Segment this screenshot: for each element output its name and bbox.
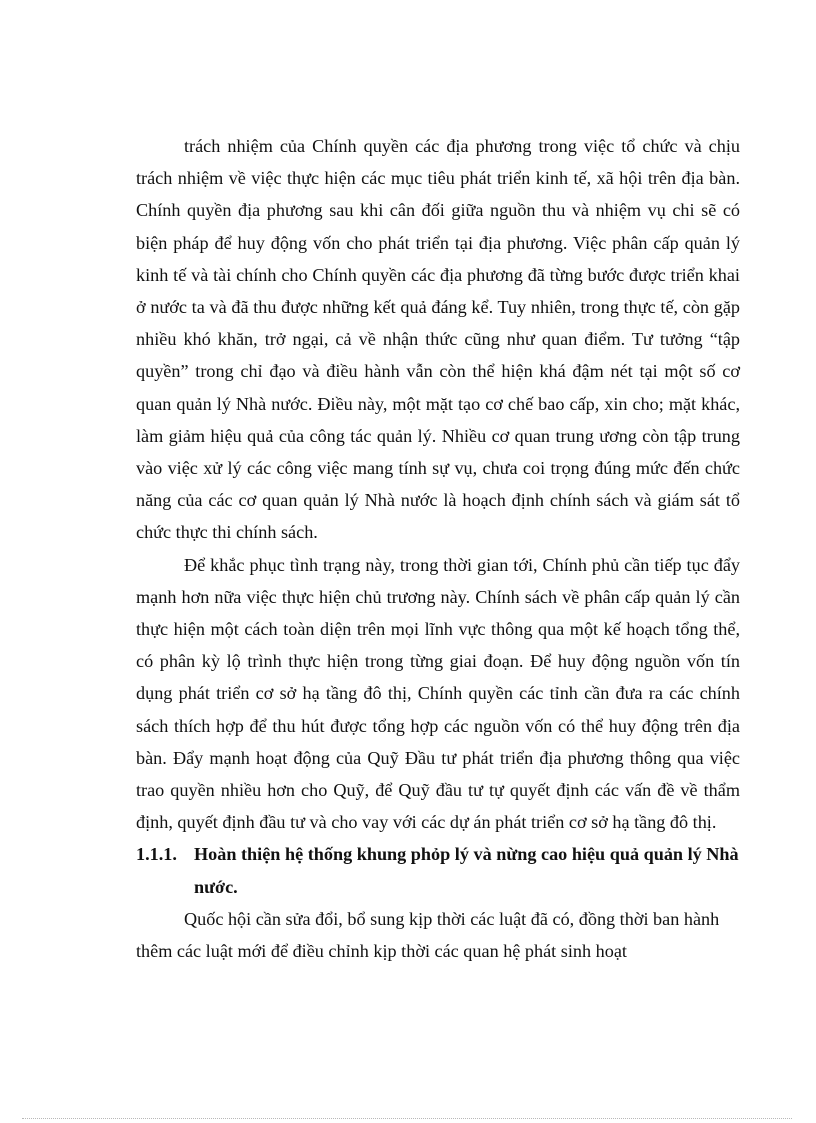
section-title: Hoàn thiện hệ thống khung phỏp lý và nừng cao hiệu quả quản lý Nhà nước. [194, 844, 739, 897]
paragraph-1: trách nhiệm của Chính quyền các địa phương trong việc tổ chức và chịu trách nhiệm về việc thực hiện các mục tiêu phát triển kinh tế, xã hội trên địa bàn. Chính quyền địa phương sau khi cân đối giữa nguồn thu và nhiệm vụ chi sẽ có biện pháp để huy động vốn cho phát triển tại địa phương. Việc phân cấp quản lý kinh tế và tài chính cho Chính quyền các địa phương đã từng bước được triển khai ở nước ta và đã thu được những kết quả đáng kể. Tuy nhiên, trong thực tế, còn gặp nhiều khó khăn, trở ngại, cả về nhận thức cũng như quan điểm. Tư tưởng “tập quyền” trong chỉ đạo và điều hành vẫn còn thể hiện khá đậm nét tại một số cơ quan quản lý Nhà nước. Điều này, một mặt tạo cơ chế bao cấp, xin cho; mặt khác, làm giảm hiệu quả của công tác quản lý. Nhiều cơ quan trung ương còn tập trung vào việc xử lý các công việc mang tính sự vụ, chưa coi trọng đúng mức đến chức năng của các cơ quan quản lý Nhà nước là hoạch định chính sách và giám sát tổ chức thực thi chính sách. [136, 136, 740, 543]
document-body [136, 130, 740, 967]
section-number: 1.1.1. [136, 844, 177, 865]
paragraph-2: Để khắc phục tình trạng này, trong thời gian tới, Chính phủ cần tiếp tục đẩy mạnh hơn nữa việc thực hiện chủ trương này. Chính sách về phân cấp quản lý cần thực hiện một cách toàn diện trên mọi lĩnh vực thông qua một kế hoạch tổng thể, có phân kỳ lộ trình thực hiện trong từng giai đoạn. Để huy động nguồn vốn tín dụng phát triển cơ sở hạ tầng đô thị, Chính quyền các tỉnh cần đưa ra các chính sách thích hợp để thu hút được tổng hợp các nguồn vốn có thể huy động trên địa bàn. Đẩy mạnh hoạt động của Quỹ Đầu tư phát triển địa phương thông qua việc trao quyền nhiều hơn cho Quỹ, để Quỹ đầu tư tự quyết định các vấn đề về thẩm định, quyết định đầu tư và cho vay với các dự án phát triển cơ sở hạ tầng đô thị. [136, 554, 740, 833]
section-heading [136, 838, 740, 902]
footer-divider [22, 1118, 792, 1119]
paragraph-3: Quốc hội cần sửa đổi, bổ sung kịp thời các luật đã có, đồng thời ban hành thêm các luật mới để điều chỉnh kịp thời các quan hệ phát sinh hoạt [136, 908, 720, 962]
